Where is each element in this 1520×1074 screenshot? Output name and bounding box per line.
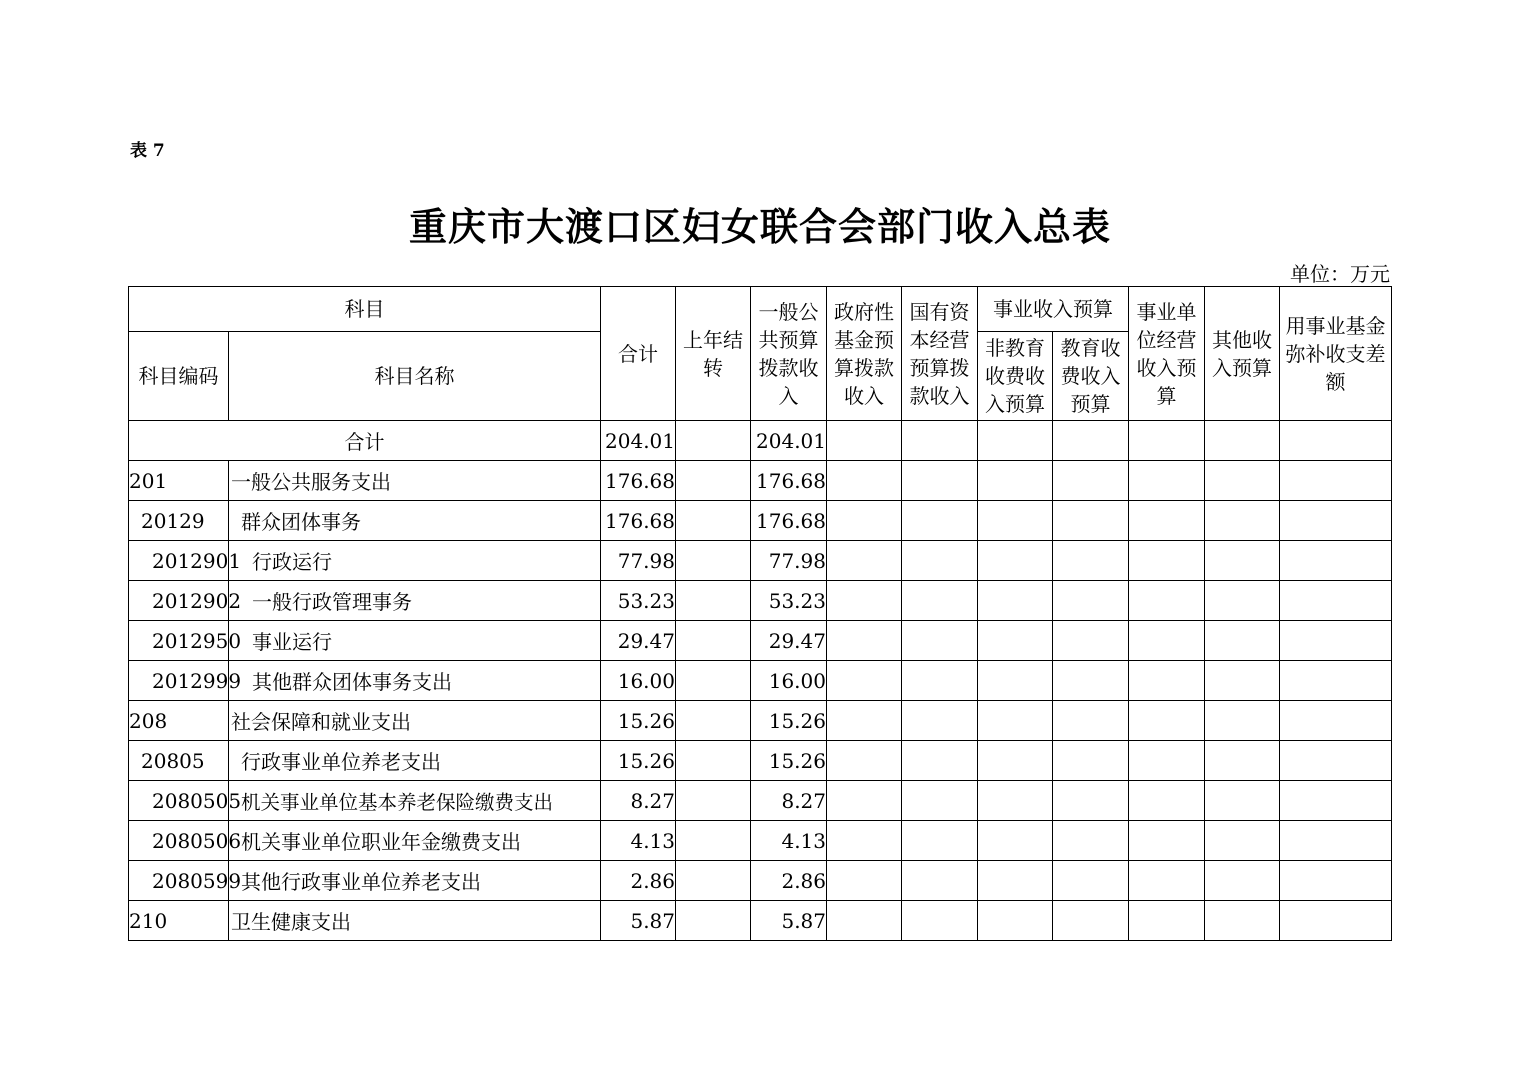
row-total: 15.26 (601, 741, 676, 781)
row-code: 2080506 (129, 821, 229, 861)
row-code: 210 (129, 901, 229, 941)
table-row (129, 901, 1392, 941)
row-general: 5.87 (751, 901, 827, 941)
header-carryover: 上年结转 (676, 287, 751, 421)
row-code: 2080505 (129, 781, 229, 821)
row-total: 16.00 (601, 661, 676, 701)
row-general: 15.26 (751, 741, 827, 781)
table-row (129, 661, 1392, 701)
header-noneducation-fee: 非教育收费收入预算 (978, 332, 1053, 421)
row-total: 77.98 (601, 541, 676, 581)
row-name: 群众团体事务 (229, 501, 601, 541)
row-name: 行政运行 (229, 541, 601, 581)
row-total: 53.23 (601, 581, 676, 621)
row-code: 201 (129, 461, 229, 501)
row-code: 2012901 (129, 541, 229, 581)
row-total: 176.68 (601, 501, 676, 541)
header-education-fee: 教育收费收入预算 (1053, 332, 1129, 421)
header-other-income: 其他收入预算 (1205, 287, 1280, 421)
row-total: 15.26 (601, 701, 676, 741)
row-total: 5.87 (601, 901, 676, 941)
row-code: 208 (129, 701, 229, 741)
header-total: 合计 (601, 287, 676, 421)
header-business-income: 事业收入预算 (978, 287, 1129, 332)
table-row (129, 741, 1392, 781)
total-row-general: 204.01 (751, 421, 827, 461)
table-row (129, 781, 1392, 821)
row-general: 176.68 (751, 461, 827, 501)
document-title: 重庆市大渡口区妇女联合会部门收入总表 (408, 205, 1111, 249)
row-code: 2080599 (129, 861, 229, 901)
row-general: 15.26 (751, 701, 827, 741)
row-general: 29.47 (751, 621, 827, 661)
row-name: 事业运行 (229, 621, 601, 661)
row-name: 机关事业单位基本养老保险缴费支出 (229, 781, 601, 821)
row-general: 4.13 (751, 821, 827, 861)
total-row (129, 421, 1392, 461)
header-gov-fund: 政府性基金预算拨款收入 (827, 287, 902, 421)
row-code: 2012902 (129, 581, 229, 621)
row-general: 53.23 (751, 581, 827, 621)
row-general: 8.27 (751, 781, 827, 821)
row-total: 2.86 (601, 861, 676, 901)
row-total: 176.68 (601, 461, 676, 501)
row-name: 其他行政事业单位养老支出 (229, 861, 601, 901)
row-general: 77.98 (751, 541, 827, 581)
table-row (129, 581, 1392, 621)
row-total: 4.13 (601, 821, 676, 861)
row-name: 一般公共服务支出 (229, 461, 601, 501)
row-code: 2012999 (129, 661, 229, 701)
row-general: 2.86 (751, 861, 827, 901)
header-general-budget: 一般公共预算拨款收入 (751, 287, 827, 421)
row-code: 20129 (129, 501, 229, 541)
row-name: 卫生健康支出 (229, 901, 601, 941)
row-code: 20805 (129, 741, 229, 781)
row-name: 行政事业单位养老支出 (229, 741, 601, 781)
table-row (129, 701, 1392, 741)
row-name: 一般行政管理事务 (229, 581, 601, 621)
header-operating-income: 事业单位经营收入预算 (1129, 287, 1205, 421)
row-code: 2012950 (129, 621, 229, 661)
table-row (129, 461, 1392, 501)
table-row (129, 621, 1392, 661)
header-code: 科目编码 (129, 332, 229, 421)
header-state-owned: 国有资本经营预算拨款收入 (902, 287, 978, 421)
unit-label: 单位：万元 (1290, 262, 1390, 286)
table-row (129, 541, 1392, 581)
income-summary-table (128, 286, 1392, 941)
row-name: 机关事业单位职业年金缴费支出 (229, 821, 601, 861)
table-row (129, 861, 1392, 901)
row-name: 社会保障和就业支出 (229, 701, 601, 741)
table-row (129, 821, 1392, 861)
row-total: 29.47 (601, 621, 676, 661)
row-general: 16.00 (751, 661, 827, 701)
total-row-total: 204.01 (601, 421, 676, 461)
row-total: 8.27 (601, 781, 676, 821)
header-kemu: 科目 (129, 287, 601, 332)
table-number-label: 表 7 (130, 141, 165, 161)
header-fund-offset: 用事业基金弥补收支差额 (1280, 287, 1392, 421)
row-general: 176.68 (751, 501, 827, 541)
table-row (129, 501, 1392, 541)
total-row-label: 合计 (129, 421, 601, 461)
header-name: 科目名称 (229, 332, 601, 421)
row-name: 其他群众团体事务支出 (229, 661, 601, 701)
